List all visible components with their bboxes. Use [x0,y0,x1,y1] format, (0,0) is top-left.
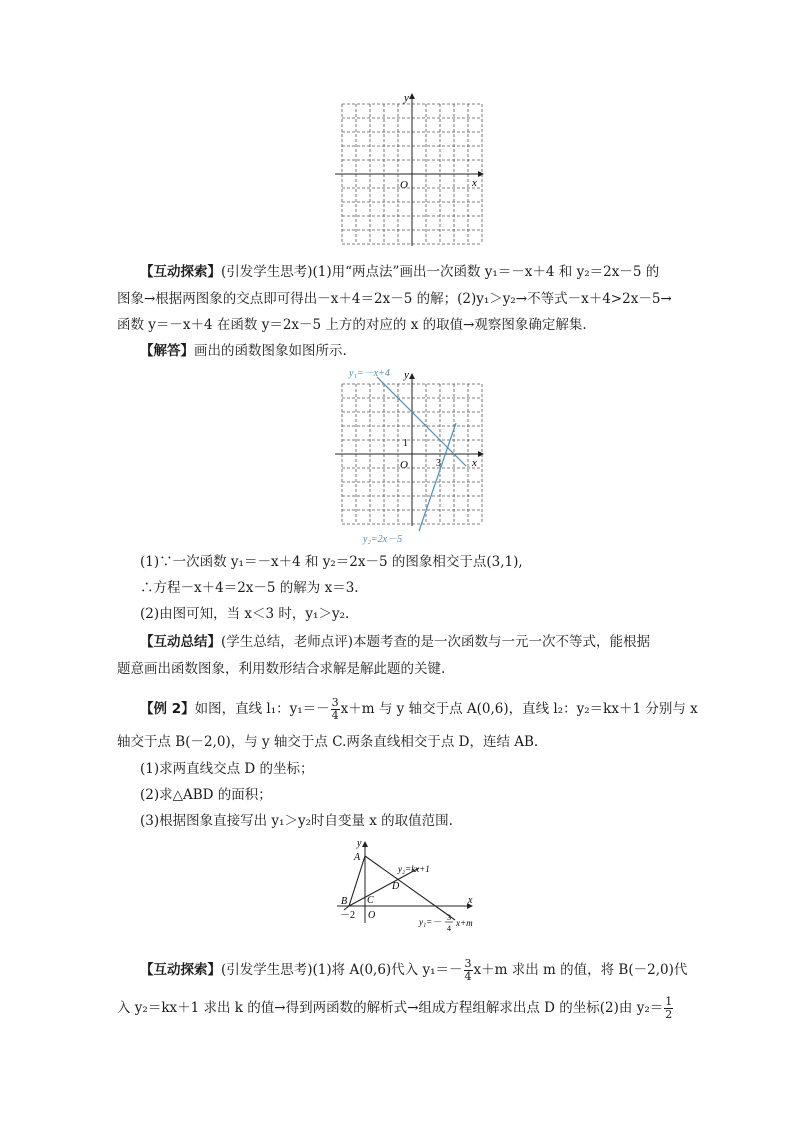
question-2: (2)求△ABD 的面积； [140,787,272,803]
fraction-one-half: $\frac{1}{2}$ [665,995,673,1021]
example2-line-1: 【例 2】如图，直线 l₁：y₁＝－ $\frac{3}{4}$ x＋m 与 y 轴交于点 A(0,6)，直线 l₂：y₂＝kx＋1 分别与 x [140,696,698,722]
line-l1-frac-num: 3 [447,913,451,922]
summary-line-2: 题意画出函数图象，利用数形结合求解是解此题的关键. [117,661,446,677]
line-l2-label: y₂=kx+1 [398,864,430,874]
point-D-label: D [392,881,400,892]
exploration2-line-2: 入 y₂＝kx＋1 求出 k 的值→得到两函数的解析式→组成方程组解求出点 D 的坐标(2)由 y₂＝ $\frac{1}{2}$ [117,995,673,1021]
coordinate-grid-figure [335,92,485,248]
origin-label: O [400,179,408,191]
y-axis-label: y [404,369,409,381]
x-axis-label: x [472,177,477,189]
line-l1-label-part2: x+m [456,918,473,928]
tick-label-3: 3 [436,458,441,469]
line-l1-frac-den: 4 [447,924,451,933]
exploration-line-3: 函数 y＝－x＋4 在函数 y＝2x－5 上方的对应的 x 的取值→观察图象确定解集. [117,317,587,333]
example2-line-2: 轴交于点 B(－2,0)，与 y 轴交于点 C.两条直线相交于点 D，连结 AB. [117,734,539,750]
exploration-line-2: 图象→根据两图象的交点即可得出－x＋4＝2x－5 的解；(2)y₁＞y₂→不等式－x＋4>2x－5→ [117,291,672,307]
line-y2 [419,423,456,531]
answer-heading: 【解答】 [140,343,194,359]
question-1: (1)求两直线交点 D 的坐标； [140,761,314,777]
y-axis-label: y [404,92,409,104]
line-y1-label: y₁=－x+4 [349,368,390,379]
neg-two-label: －2 [340,910,355,921]
question-3: (3)根据图象直接写出 y₁＞y₂时自变量 x 的取值范围. [140,813,453,829]
x-axis-label: x [472,457,477,469]
point-A-label: A [354,852,361,863]
solution-line-2: ∴方程－x＋4＝2x－5 的解为 x＝3. [140,580,359,596]
example2-heading: 【例 2】 [140,701,195,717]
fraction-three-quarters: $\frac{3}{4}$ [464,957,472,983]
exploration2-line-1: 【互动探索】(引发学生思考)(1)将 A(0,6)代入 y₁＝－ $\frac{3}{4}$ x＋m 求出 m 的值，将 B(－2,0)代 [140,957,688,983]
exploration2-heading: 【互动探索】 [140,962,221,978]
line-y2-label: y₂=2x－5 [363,534,403,545]
fraction-three-quarters: $\frac{3}{4}$ [331,696,339,722]
tick-label-1: 1 [403,438,408,449]
exploration-line-1: 【互动探索】(引发学生思考)(1)用“两点法”画出一次函数 y₁＝－x＋4 和 y₂＝2x－5 的 [140,264,660,280]
point-B-label: B [341,896,348,907]
triangle-diagram-figure [335,838,485,938]
function-graph-figure [335,366,485,546]
origin-label: O [400,459,408,471]
origin-label: O [368,910,376,921]
line-y1 [377,377,466,466]
point-C-label: C [367,895,374,906]
x-axis-label: x [468,895,473,906]
line-l1-label-part1: y₁=－ [419,917,442,927]
summary-heading: 【互动总结】 [140,634,221,650]
summary-line-1: 【互动总结】(学生总结，老师点评)本题考查的是一次函数与一元一次不等式，能根据 [140,634,651,650]
y-axis-label: y [357,838,362,849]
exploration-heading: 【互动探索】 [140,264,221,280]
answer-line: 【解答】画出的函数图象如图所示. [140,343,347,359]
solution-line-3: (2)由图可知，当 x＜3 时，y₁＞y₂. [140,606,350,622]
solution-line-1: (1)∵一次函数 y₁＝－x＋4 和 y₂＝2x－5 的图象相交于点(3,1), [140,554,523,570]
